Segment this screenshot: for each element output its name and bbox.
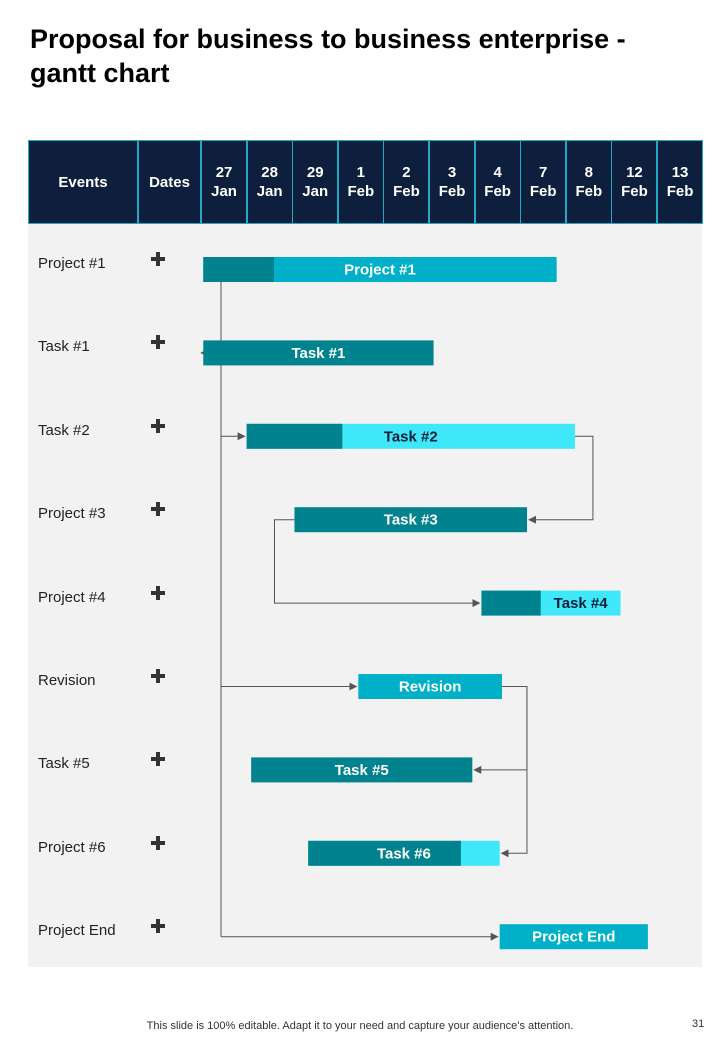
date-month: Feb xyxy=(621,183,648,200)
date-month: Feb xyxy=(529,183,557,200)
dates-header-label: Dates xyxy=(149,173,190,191)
gantt-bar-label: Task #4 xyxy=(553,595,608,613)
gantt-bar-label: Project #1 xyxy=(344,261,416,279)
page-number: 31 xyxy=(692,1018,705,1030)
row-label: Project #1 xyxy=(38,255,106,272)
gantt-bar-label: Task #3 xyxy=(383,511,438,529)
date-day: 3 xyxy=(447,164,457,181)
date-month: Feb xyxy=(438,183,466,200)
date-day: 2 xyxy=(402,164,411,181)
date-day: 7 xyxy=(539,164,548,181)
row-label: Project End xyxy=(38,922,116,940)
gantt-bar-progress xyxy=(203,257,274,282)
row-label: Project #3 xyxy=(38,505,106,523)
gantt-bar-label: Task #2 xyxy=(383,428,438,446)
date-day: 4 xyxy=(493,164,502,181)
date-day: 12 xyxy=(626,164,643,181)
date-day: 29 xyxy=(306,164,324,181)
row-label: Project #6 xyxy=(38,838,106,856)
events-header-label: Events xyxy=(58,173,108,191)
gantt-bar-label: Revision xyxy=(398,678,462,696)
gantt-bar-label: Project End xyxy=(532,928,616,946)
date-month: Jan xyxy=(256,183,283,200)
row-label: Task #5 xyxy=(38,755,90,773)
date-day: 28 xyxy=(261,164,278,181)
dependency-arrow xyxy=(474,687,527,770)
row-label: Task #2 xyxy=(38,421,90,439)
date-day: 8 xyxy=(584,164,593,181)
date-day: 27 xyxy=(215,164,233,181)
date-month: Feb xyxy=(347,183,375,200)
date-month: Feb xyxy=(393,183,420,200)
row-label: Revision xyxy=(38,672,96,689)
row-label: Task #1 xyxy=(38,338,90,356)
date-month: Feb xyxy=(575,183,603,200)
gantt-bar-label: Task #1 xyxy=(291,344,346,362)
date-month: Feb xyxy=(666,183,694,200)
row-label: Project #4 xyxy=(38,588,106,606)
page-title: Proposal for business to business enterprise - gantt chart xyxy=(30,24,626,88)
date-day: 1 xyxy=(356,164,365,181)
gantt-bar-progress xyxy=(481,591,540,616)
date-day: 13 xyxy=(671,164,689,181)
footer-note: This slide is 100% editable. Adapt it to your need and capture your audience’s attention. xyxy=(146,1020,574,1032)
gantt-bar-label: Task #5 xyxy=(334,761,389,779)
gantt-bar-progress xyxy=(247,424,343,449)
dependency-arrow xyxy=(274,520,479,603)
date-month: Jan xyxy=(211,183,237,200)
date-month: Feb xyxy=(484,183,511,200)
gantt-bar-label: Task #6 xyxy=(376,845,431,863)
date-month: Jan xyxy=(302,183,329,200)
dependency-arrow xyxy=(529,436,593,519)
